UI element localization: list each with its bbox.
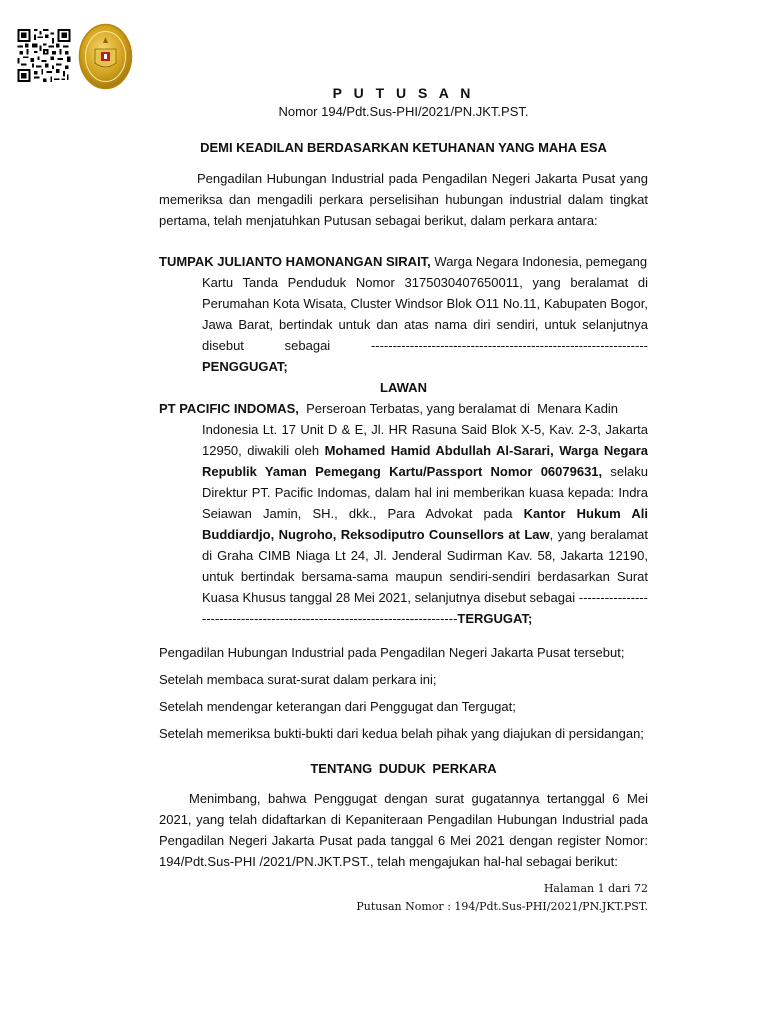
- defendant-body-1: Indonesia Lt. 17 Unit D & E, Jl. HR Rasuna Said Blok X-5, Kav. 2-3, Jakarta 12950, diwakili oleh: [202, 422, 648, 458]
- document-page: [159, 84, 648, 872]
- statement-line: Pengadilan Hubungan Industrial pada Pengadilan Negeri Jakarta Pusat tersebut;: [159, 645, 625, 660]
- defendant-representative: Mohamed Hamid Abdullah Al-Sarari, Warga Negara Republik Yaman Pemegang Kartu/Passport Nomor 06079631,: [202, 443, 649, 479]
- invocation-heading: DEMI KEADILAN BERDASARKAN KETUHANAN YANG MAHA ESA: [200, 140, 607, 155]
- defendant-name: PT PACIFIC INDOMAS,: [159, 401, 299, 416]
- document-title: P U T U S A N: [332, 85, 475, 101]
- statement-line: Setelah membaca surat-surat dalam perkara ini;: [159, 672, 437, 687]
- defendant-details: [202, 419, 648, 629]
- defendant-role: TERGUGAT;: [457, 611, 533, 626]
- statement-line: Setelah mendengar keterangan dari Penggugat dan Tergugat;: [159, 699, 516, 714]
- defendant-lead-text: Perseroan Terbatas, yang beralamat di Menara Kadin: [298, 401, 619, 416]
- versus-label: LAWAN: [380, 380, 427, 395]
- section-heading: TENTANG DUDUK PERKARA: [310, 761, 497, 776]
- plaintiff-details: [202, 272, 648, 377]
- court-statements: [159, 639, 648, 747]
- case-number: Nomor 194/Pdt.Sus-PHI/2021/PN.JKT.PST.: [278, 104, 529, 119]
- considering-paragraph: Menimbang, bahwa Penggugat dengan surat gugatannya tertanggal 6 Mei 2021, yang telah didaftarkan di Kepaniteraan Pengadilan Hubungan Industrial pada Pengadilan Negeri Jakarta Pusat pada tanggal 6 Mei 2021 dengan register Nomor: 194/Pdt.Sus-PHI /2021/PN.JKT.PST., telah mengajukan hal-hal sebagai berikut:: [159, 791, 648, 869]
- defendant-block: [159, 398, 648, 629]
- qr-code-icon: [15, 29, 73, 82]
- footer-reference: Putusan Nomor : 194/Pdt.Sus-PHI/2021/PN.JKT.PST.: [356, 900, 648, 913]
- defendant-body-2: selaku Direktur PT. Pacific Indomas, dalam hal ini memberikan kuasa kepada: Indra Seiawan Jamin, SH., dkk., Para Advokat pada: [202, 464, 648, 521]
- plaintiff-role: PENGGUGAT;: [202, 359, 288, 374]
- intro-paragraph: Pengadilan Hubungan Industrial pada Pengadilan Negeri Jakarta Pusat yang memeriksa dan mengadili perkara perselisihan hubungan industrial dalam tingkat pertama, telah menjatuhkan Putusan sebagai berikut, dalam perkara antara:: [159, 171, 648, 228]
- statement-line: Setelah memeriksa bukti-bukti dari kedua belah pihak yang diajukan di persidangan;: [159, 726, 644, 741]
- considering-block: [159, 788, 648, 872]
- plaintiff-body: Kartu Tanda Penduduk Nomor 3175030407650011, yang beralamat di Perumahan Kota Wisata, Cluster Windsor Blok O11 No.11, Kabupaten Bogor, Jawa Barat, bertindak untuk dan atas nama diri sendiri, untuk selanjutnya disebut sebagai: [202, 275, 648, 353]
- law-firm-name: Kantor Hukum Ali Buddiardjo, Nugroho, Reksodiputro Counsellors at Law: [202, 506, 648, 542]
- plaintiff-dashes: ----------------------------------------------------------------: [370, 338, 648, 353]
- plaintiff-lead: [159, 251, 648, 272]
- plaintiff-block: [159, 251, 648, 377]
- defendant-dashes: ---------------------------------------------------------------------------: [202, 590, 648, 626]
- defendant-lead: [159, 398, 648, 419]
- mahkamah-agung-seal-icon: [78, 23, 133, 90]
- defendant-body-3: , yang beralamat di Graha CIMB Niaga Lt 24, Jl. Jenderal Sudirman Kav. 58, Jakarta 12190, untuk bertindak bersama-sama maupun sendiri-sendiri berdasarkan Surat Kuasa Khusus tanggal 28 Mei 2021, selanjutnya disebut sebagai: [202, 527, 648, 605]
- page-footer: [356, 880, 648, 916]
- plaintiff-name: TUMPAK JULIANTO HAMONANGAN SIRAIT,: [159, 254, 431, 269]
- plaintiff-lead-text: Warga Negara Indonesia, pemegang: [430, 254, 648, 269]
- page-counter: Halaman 1 dari 72: [543, 882, 648, 895]
